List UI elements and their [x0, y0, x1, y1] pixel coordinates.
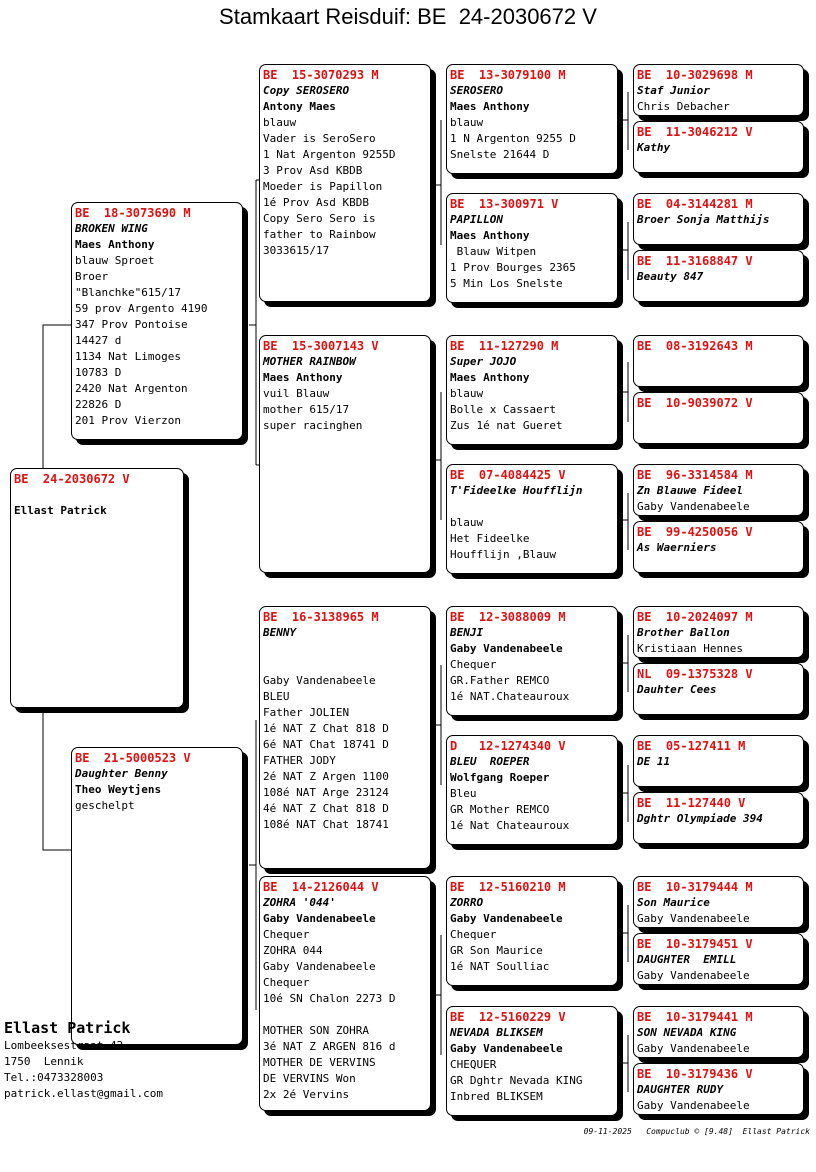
- ring-number: BE 13-300971 V: [450, 197, 559, 211]
- pigeon-name: As Waerniers: [637, 541, 717, 554]
- pigeon-info-line: Gaby Vandenabeele: [637, 500, 750, 513]
- pigeon-info-line: 108é NAT Arge 23124: [263, 786, 389, 799]
- ring-number: BE 10-3179436 V: [637, 1067, 753, 1081]
- pigeon-info-line: "Blanchke"615/17: [75, 286, 181, 299]
- pigeon-info-line: MOTHER DE VERVINS: [263, 1056, 376, 1069]
- footer-credit: 09-11-2025 Compuclub © [9.48] Ellast Patrick: [583, 1127, 810, 1136]
- pigeon-info-line: 22826 D: [75, 398, 122, 411]
- pigeon-info-line: GR Mother REMCO: [450, 803, 550, 816]
- pigeon-info-line: FATHER JODY: [263, 754, 336, 767]
- ring-number: BE 04-3144281 M: [637, 197, 753, 211]
- pigeon-info-line: ZOHRA 044: [263, 944, 323, 957]
- pigeon-info-line: 10é SN Chalon 2273 D: [263, 992, 396, 1005]
- pigeon-name: Zn Blauwe Fideel: [637, 484, 743, 497]
- pigeon-info-line: Gaby Vandenabeele: [637, 912, 750, 925]
- pigeon-name: BROKEN WING: [75, 222, 148, 235]
- pigeon-name: Brother Ballon: [637, 626, 730, 639]
- ring-number: BE 96-3314584 M: [637, 468, 753, 482]
- pigeon-card-g4[interactable]: [633, 250, 804, 302]
- pigeon-card-g12[interactable]: [633, 792, 804, 844]
- pigeon-info-line: Gaby Vandenabeele: [263, 674, 376, 687]
- pigeon-info-line: 1 Nat Argenton 9255D: [263, 148, 396, 161]
- pigeon-info-line: 1 N Argenton 9255 D: [450, 132, 576, 145]
- pigeon-card-g5[interactable]: [633, 335, 804, 387]
- ring-number: BE 10-3179441 M: [637, 1010, 753, 1024]
- pigeon-card-g15[interactable]: [633, 1006, 804, 1058]
- pigeon-info-line: Zus 1é nat Gueret: [450, 419, 563, 432]
- pigeon-name: Super JOJO: [450, 355, 517, 368]
- breeder-name: Maes Anthony: [450, 100, 530, 113]
- pigeon-info-line: Gaby Vandenabeele: [637, 969, 750, 982]
- pigeon-info-line: 3 Prov Asd KBDB: [263, 164, 363, 177]
- pigeon-card-sd[interactable]: [259, 335, 431, 573]
- ring-number: BE 11-3046212 V: [637, 125, 753, 139]
- breeder-name: Ellast Patrick: [14, 504, 107, 517]
- pigeon-info-line: 2420 Nat Argenton: [75, 382, 188, 395]
- ring-number: BE 10-9039072 V: [637, 396, 753, 410]
- pigeon-name: ZORRO: [450, 896, 484, 909]
- pigeon-name: DE 11: [637, 755, 671, 768]
- pigeon-card-g11[interactable]: [633, 735, 804, 787]
- ring-number: BE 15-3070293 M: [263, 68, 379, 82]
- pigeon-card-g6[interactable]: [633, 392, 804, 444]
- ring-number: BE 21-5000523 V: [75, 751, 191, 765]
- pigeon-info-line: [450, 499, 614, 515]
- breeder-name: Maes Anthony: [450, 229, 530, 242]
- pigeon-name: Dauhter Cees: [637, 683, 717, 696]
- owner-city: 1750 Lennik: [4, 1055, 84, 1068]
- ring-number: BE 10-3179444 M: [637, 880, 753, 894]
- pigeon-info-line: blauw: [450, 116, 484, 129]
- pigeon-info-line: 14427 d: [75, 334, 122, 347]
- pigeon-info-line: Gaby Vandenabeele: [637, 1099, 750, 1112]
- pigeon-info-line: 1é NAT Soulliac: [450, 960, 550, 973]
- pigeon-card-g10[interactable]: [633, 663, 804, 715]
- pigeon-card-g7[interactable]: [633, 464, 804, 516]
- pigeon-card-g16[interactable]: [633, 1063, 804, 1115]
- pigeon-info-line: Chequer: [450, 658, 497, 671]
- pigeon-info-line: Bolle x Cassaert: [450, 403, 556, 416]
- ring-number: D 12-1274340 V: [450, 739, 566, 753]
- pigeon-name: T'Fideelke Houfflijn: [450, 484, 583, 497]
- pigeon-card-sss[interactable]: [446, 64, 618, 174]
- pigeon-name: Beauty 847: [637, 270, 704, 283]
- pigeon-name: DAUGHTER EMILL: [637, 953, 737, 966]
- ring-number: BE 11-127440 V: [637, 796, 746, 810]
- pigeon-name: Copy SEROSERO: [263, 84, 350, 97]
- owner-name: Ellast Patrick: [4, 1019, 131, 1037]
- pigeon-name: ZOHRA '044': [263, 896, 336, 909]
- pigeon-info-line: mother 615/17: [263, 403, 350, 416]
- pigeon-info-line: Kristiaan Hennes: [637, 642, 743, 655]
- pigeon-info-line: 3é NAT Z ARGEN 816 d: [263, 1040, 396, 1053]
- pigeon-info-line: Chequer: [263, 976, 310, 989]
- pigeon-card-sdd[interactable]: [446, 464, 618, 574]
- pigeon-name: BLEU ROEPER: [450, 755, 530, 768]
- pigeon-info-line: father to Rainbow: [263, 228, 376, 241]
- pigeon-info-line: Blauw Witpen: [450, 245, 537, 258]
- pigeon-name: NEVADA BLIKSEM: [450, 1026, 543, 1039]
- pigeon-card-ds[interactable]: [259, 606, 431, 869]
- pigeon-info-line: super racinghen: [263, 419, 363, 432]
- pigeon-name: SEROSERO: [450, 84, 503, 97]
- pigeon-name: Daughter Benny: [75, 767, 168, 780]
- pigeon-info-line: Broer: [75, 270, 109, 283]
- pigeon-info-line: 6é NAT Chat 18741 D: [263, 738, 389, 751]
- pigeon-info-line: DE VERVINS Won: [263, 1072, 356, 1085]
- pigeon-info-line: 1é NAT Z Chat 818 D: [263, 722, 389, 735]
- ring-number: NL 09-1375328 V: [637, 667, 753, 681]
- pigeon-info-line: Copy Sero Sero is: [263, 212, 376, 225]
- pigeon-info-line: blauw Sproet: [75, 254, 155, 267]
- breeder-name: Gaby Vandenabeele: [450, 642, 563, 655]
- pigeon-card-ssd[interactable]: [446, 193, 618, 303]
- pigeon-info-line: BLEU: [263, 690, 290, 703]
- pigeon-info-line: vuil Blauw: [263, 387, 330, 400]
- pigeon-card-sds[interactable]: [446, 335, 618, 445]
- pigeon-name: Dghtr Olympiade 394: [637, 812, 763, 825]
- ring-number: BE 12-5160210 M: [450, 880, 566, 894]
- pigeon-info-line: blauw: [450, 387, 484, 400]
- pigeon-info-line: Gaby Vandenabeele: [263, 960, 376, 973]
- pigeon-name: Son Maurice: [637, 896, 710, 909]
- ring-number: BE 13-3079100 M: [450, 68, 566, 82]
- page-title: Stamkaart Reisduif: BE 24-2030672 V: [219, 4, 597, 29]
- pigeon-info-line: Het Fideelke: [450, 532, 530, 545]
- breeder-name: Maes Anthony: [450, 371, 530, 384]
- ring-number: BE 14-2126044 V: [263, 880, 379, 894]
- breeder-name: Gaby Vandenabeele: [450, 912, 563, 925]
- ring-number: BE 07-4084425 V: [450, 468, 566, 482]
- pigeon-card-g13[interactable]: [633, 876, 804, 928]
- pigeon-card-g9[interactable]: [633, 606, 804, 658]
- breeder-name: Maes Anthony: [263, 371, 343, 384]
- ring-number: BE 05-127411 M: [637, 739, 746, 753]
- pigeon-info-line: 201 Prov Vierzon: [75, 414, 181, 427]
- pigeon-info-line: 2é NAT Z Argen 1100: [263, 770, 389, 783]
- pigeon-info-line: Houfflijn ,Blauw: [450, 548, 556, 561]
- breeder-name: Theo Weytjens: [75, 783, 162, 796]
- pigeon-info-line: 108é NAT Chat 18741: [263, 818, 389, 831]
- pigeon-info-line: GR Dghtr Nevada KING: [450, 1074, 583, 1087]
- ring-number: BE 10-3179451 V: [637, 937, 753, 951]
- ring-number: BE 15-3007143 V: [263, 339, 379, 353]
- pigeon-info-line: 5 Min Los Snelste: [450, 277, 563, 290]
- pigeon-card-subject[interactable]: [10, 468, 184, 708]
- pigeon-card-ss[interactable]: [259, 64, 431, 302]
- ring-number: BE 24-2030672 V: [14, 472, 130, 486]
- pigeon-info-line: 347 Prov Pontoise: [75, 318, 188, 331]
- pigeon-name: Broer Sonja Matthijs: [637, 213, 770, 226]
- ring-number: BE 10-3029698 M: [637, 68, 753, 82]
- breeder-name: Gaby Vandenabeele: [450, 1042, 563, 1055]
- pigeon-info-line: Vader is SeroSero: [263, 132, 376, 145]
- pigeon-info-line: Inbred BLIKSEM: [450, 1090, 543, 1103]
- pigeon-card-sire[interactable]: [71, 202, 243, 440]
- ring-number: BE 16-3138965 M: [263, 610, 379, 624]
- breeder-name: Wolfgang Roeper: [450, 771, 550, 784]
- breeder-name: Antony Maes: [263, 100, 336, 113]
- pigeon-info-line: blauw: [450, 516, 484, 529]
- ring-number: BE 11-127290 M: [450, 339, 559, 353]
- owner-block: [4, 1018, 163, 1102]
- pigeon-info-line: 10783 D: [75, 366, 122, 379]
- pigeon-info-line: 1é Prov Asd KBDB: [263, 196, 369, 209]
- pigeon-info-line: Chequer: [263, 928, 310, 941]
- pigeon-name: SON NEVADA KING: [637, 1026, 737, 1039]
- owner-email[interactable]: patrick.ellast@gmail.com: [4, 1087, 163, 1100]
- pigeon-name: Kathy: [637, 141, 671, 154]
- pigeon-card-dsd[interactable]: [446, 735, 618, 845]
- pigeon-card-dds[interactable]: [446, 876, 618, 986]
- pigeon-name: Staf Junior: [637, 84, 710, 97]
- pigeon-info-line: Father JOLIEN: [263, 706, 350, 719]
- breeder-name: Maes Anthony: [75, 238, 155, 251]
- pigeon-card-g1[interactable]: [633, 64, 804, 116]
- pigeon-info-line: Chris Debacher: [637, 100, 730, 113]
- pigeon-info-line: 1 Prov Bourges 2365: [450, 261, 576, 274]
- pigeon-card-ddd[interactable]: [446, 1006, 618, 1116]
- pigeon-info-line: [263, 657, 427, 673]
- pigeon-info-line: Chequer: [450, 928, 497, 941]
- owner-phone: Tel.:0473328003: [4, 1071, 104, 1084]
- pigeon-info-line: 59 prov Argento 4190: [75, 302, 208, 315]
- ring-number: BE 08-3192643 M: [637, 339, 753, 353]
- ring-number: BE 10-2024097 M: [637, 610, 753, 624]
- pigeon-card-dss[interactable]: [446, 606, 618, 716]
- pigeon-info-line: [263, 1007, 427, 1023]
- pigeon-info-line: Moeder is Papillon: [263, 180, 383, 193]
- pigeon-card-g3[interactable]: [633, 193, 804, 245]
- pigeon-name: MOTHER RAINBOW: [263, 355, 356, 368]
- ring-number: BE 11-3168847 V: [637, 254, 753, 268]
- pigeon-info-line: 1134 Nat Limoges: [75, 350, 181, 363]
- pigeon-info-line: [14, 487, 180, 503]
- pigeon-info-line: 2x 2é Vervins: [263, 1088, 350, 1101]
- pigeon-info-line: Bleu: [450, 787, 477, 800]
- pigeon-info-line: blauw: [263, 116, 297, 129]
- pigeon-card-dd[interactable]: [259, 876, 431, 1111]
- pigeon-name: DAUGHTER RUDY: [637, 1083, 724, 1096]
- breeder-name: Gaby Vandenabeele: [263, 912, 376, 925]
- ring-number: BE 12-3088009 M: [450, 610, 566, 624]
- ring-number: BE 99-4250056 V: [637, 525, 753, 539]
- pigeon-card-g2[interactable]: [633, 121, 804, 173]
- pigeon-info-line: Snelste 21644 D: [450, 148, 550, 161]
- pigeon-info-line: 1é Nat Chateauroux: [450, 819, 570, 832]
- pigeon-info-line: [263, 641, 427, 657]
- pigeon-name: BENJI: [450, 626, 484, 639]
- ring-number: BE 18-3073690 M: [75, 206, 191, 220]
- pigeon-info-line: GR.Father REMCO: [450, 674, 550, 687]
- owner-street: Lombeeksestraat 42: [4, 1039, 124, 1052]
- pigeon-info-line: 3033615/17: [263, 244, 330, 257]
- pigeon-info-line: geschelpt: [75, 799, 135, 812]
- pigeon-info-line: 4é NAT Z Chat 818 D: [263, 802, 389, 815]
- pigeon-name: PAPILLON: [450, 213, 503, 226]
- pigeon-info-line: GR Son Maurice: [450, 944, 543, 957]
- pigeon-info-line: CHEQUER: [450, 1058, 497, 1071]
- pigeon-card-g14[interactable]: [633, 933, 804, 985]
- pigeon-info-line: MOTHER SON ZOHRA: [263, 1024, 369, 1037]
- ring-number: BE 12-5160229 V: [450, 1010, 566, 1024]
- pigeon-name: BENNY: [263, 626, 297, 639]
- pigeon-card-dam[interactable]: [71, 747, 243, 1045]
- pigeon-info-line: Gaby Vandenabeele: [637, 1042, 750, 1055]
- pigeon-card-g8[interactable]: [633, 521, 804, 573]
- pigeon-info-line: 1é NAT.Chateauroux: [450, 690, 570, 703]
